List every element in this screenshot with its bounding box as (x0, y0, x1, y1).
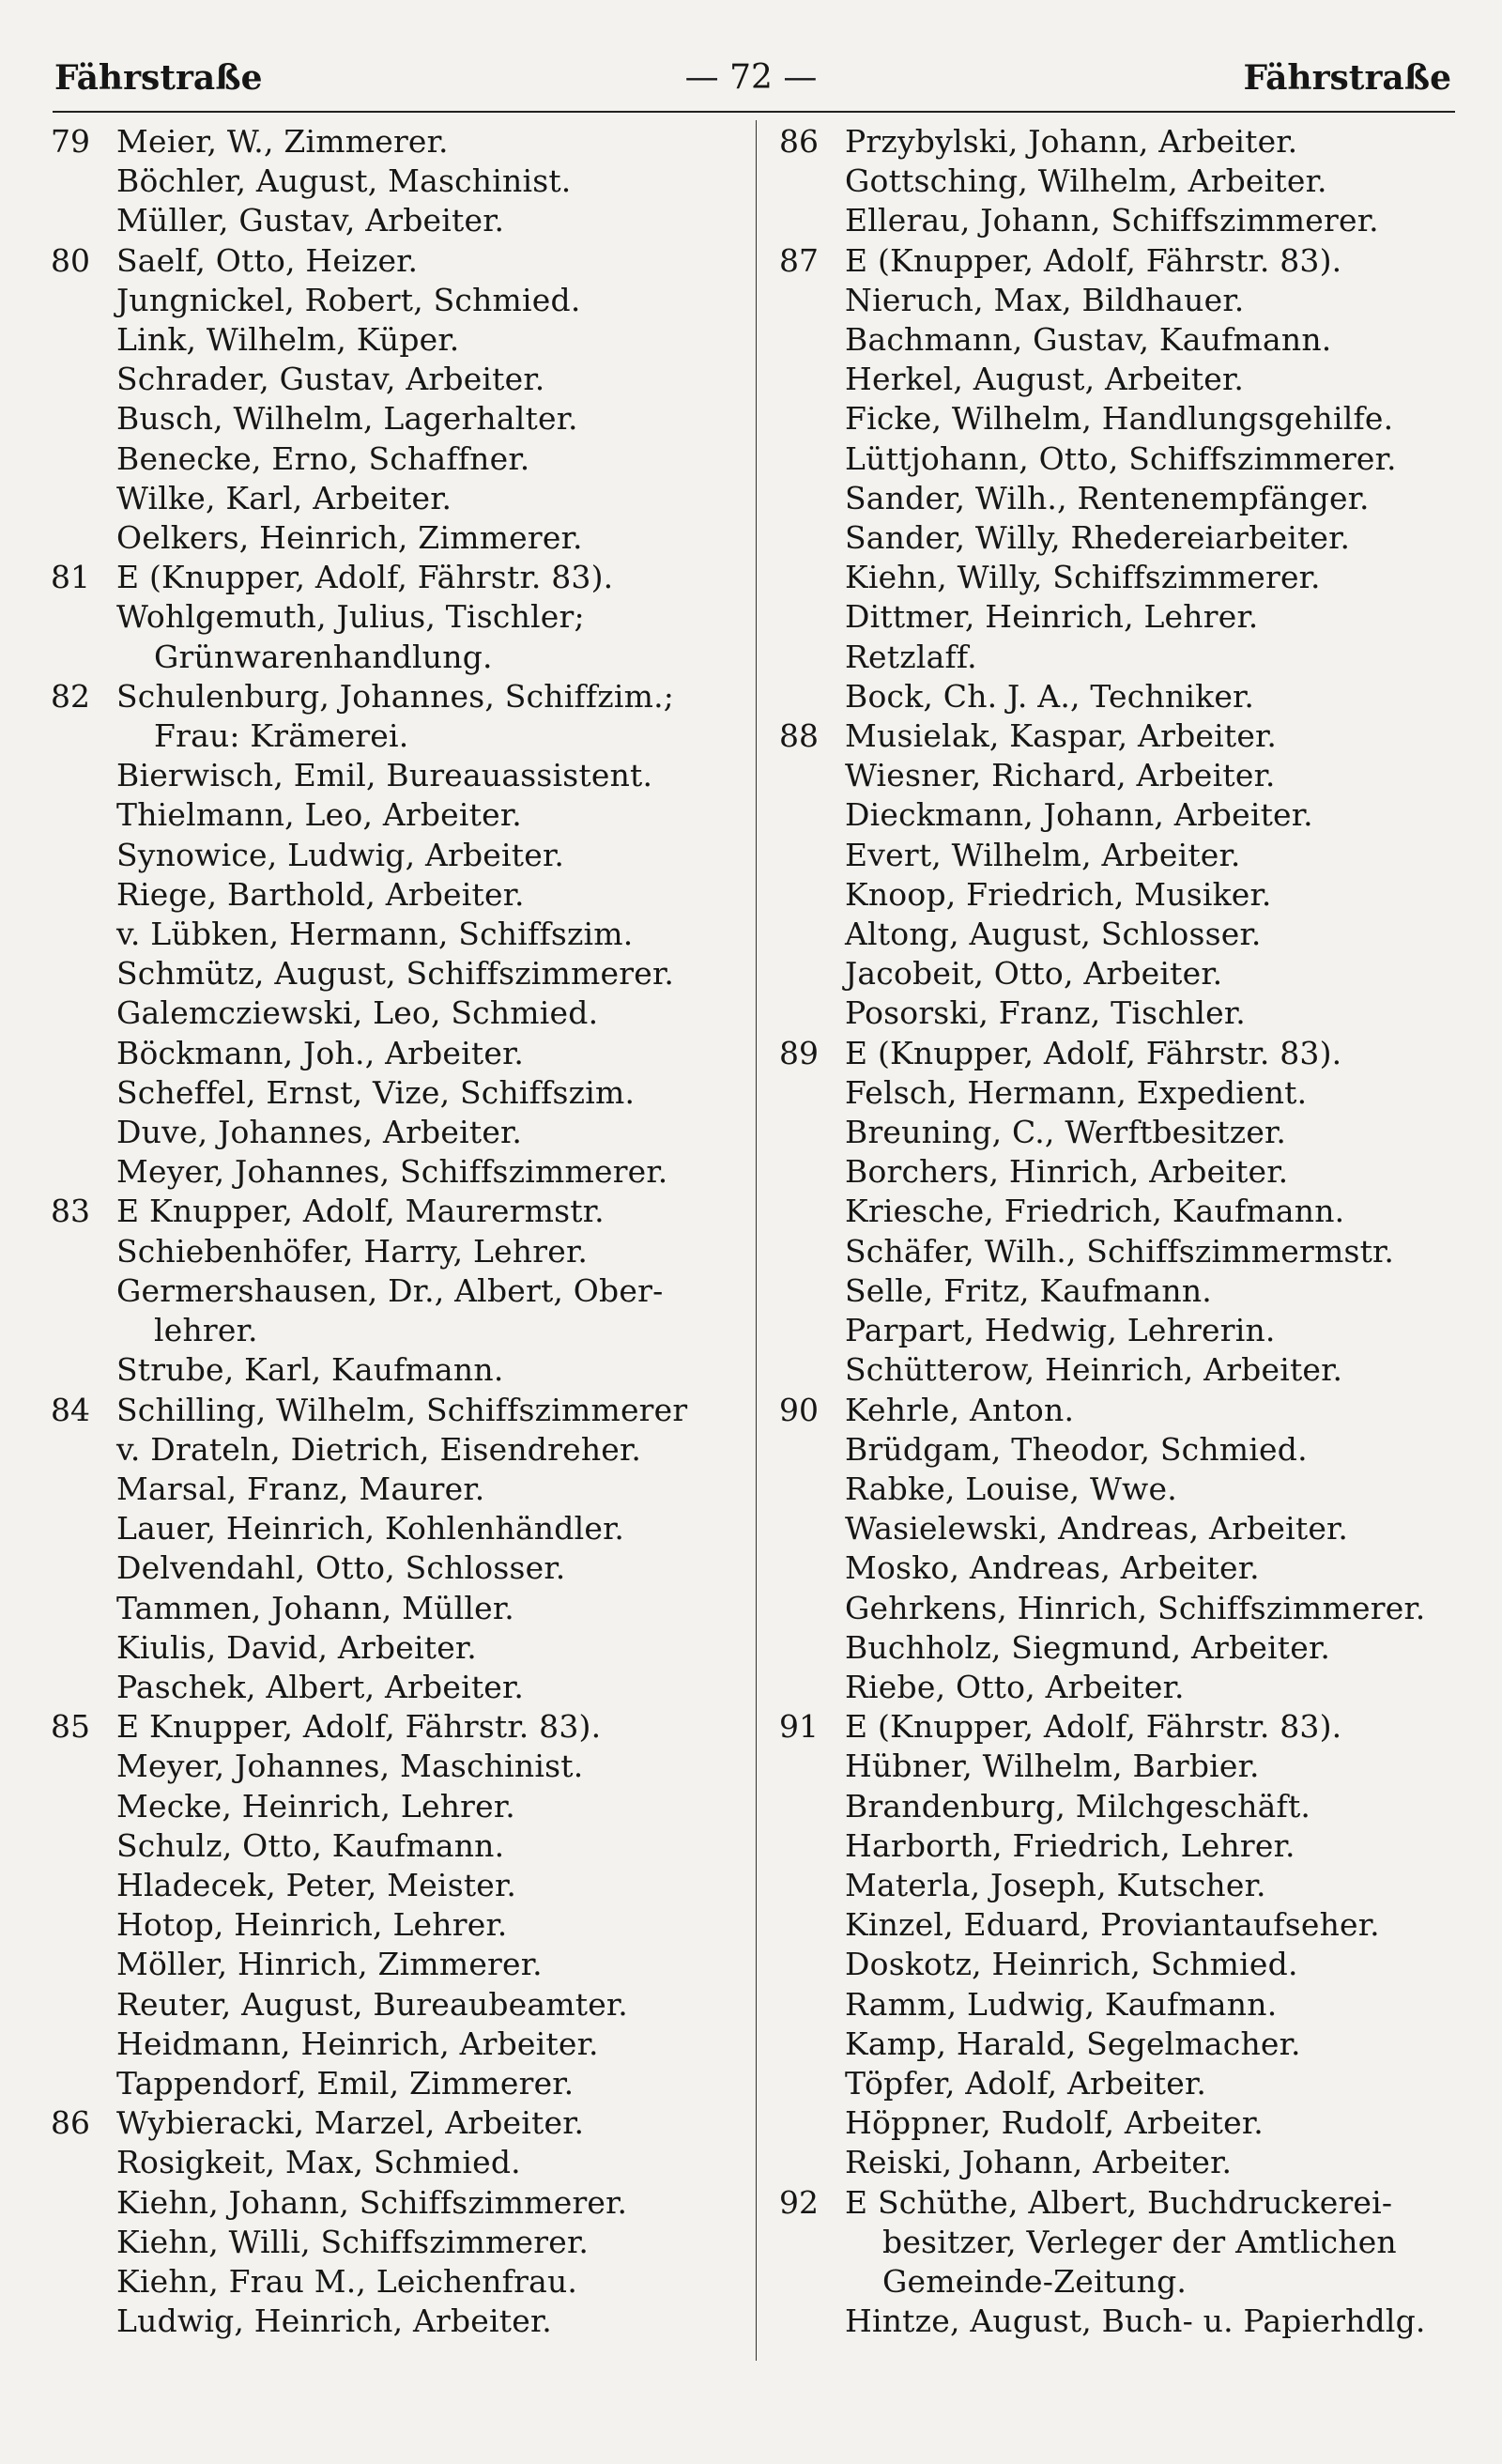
resident-line: Kiehn, Frau M., Leichenfrau. (116, 2262, 578, 2300)
resident-line: Paschek, Albert, Arbeiter. (116, 1668, 525, 1705)
resident-line: Bierwisch, Emil, Bureauassistent. (116, 757, 653, 794)
resident-line: E Knupper, Adolf, Fährstr. 83). (116, 1708, 602, 1746)
resident-line: Kriesche, Friedrich, Kaufmann. (845, 1193, 1345, 1230)
resident-list (116, 1391, 727, 1708)
resident-list (116, 2103, 727, 2341)
resident-line: Scheffel, Ernst, Vize, Schiffszim. (116, 1073, 636, 1111)
resident-line: E (Knupper, Adolf, Fährstr. 83). (845, 241, 1342, 279)
resident-line: Brüdgam, Theodor, Schmied. (845, 1430, 1308, 1468)
resident-line: Rosigkeit, Max, Schmied. (116, 2144, 521, 2181)
resident-line: Böckmann, Joh., Arbeiter. (116, 1034, 525, 1071)
house-entry (51, 122, 727, 241)
resident-list (845, 1034, 1455, 1391)
resident-line: Schulenburg, Johannes, Schiffzim.; (116, 677, 675, 715)
resident-line: Bock, Ch. J. A., Techniker. (845, 677, 1255, 715)
resident-list (845, 1391, 1455, 1708)
resident-line: E (Knupper, Adolf, Fährstr. 83). (845, 1034, 1342, 1071)
house-entry (779, 1707, 1455, 2182)
resident-line: Materla, Joseph, Kutscher. (845, 1866, 1266, 1903)
resident-list (845, 1707, 1455, 2182)
resident-line: Reuter, August, Bureaubeamter. (116, 1985, 628, 2023)
resident-list (845, 716, 1455, 1034)
resident-line: Möller, Hinrich, Zimmerer. (116, 1946, 543, 1983)
left-column (51, 122, 727, 2341)
resident-line: v. Drateln, Dietrich, Eisendreher. (116, 1430, 642, 1468)
resident-line: Sander, Willy, Rhedereiarbeiter. (845, 519, 1351, 557)
house-number: 79 (51, 123, 90, 160)
resident-list (845, 241, 1455, 716)
resident-line: Sander, Wilh., Rentenempfänger. (845, 479, 1370, 516)
resident-line: Lauer, Heinrich, Kohlenhändler. (116, 1510, 625, 1548)
resident-line: Kamp, Harald, Segelmacher. (845, 2025, 1301, 2062)
resident-line: Przybylski, Johann, Arbeiter. (845, 123, 1298, 160)
resident-line: besitzer, Verleger der Amtlichen (882, 2223, 1397, 2260)
house-number: 81 (51, 559, 90, 596)
resident-list (116, 122, 727, 241)
resident-line: Retzlaff. (845, 638, 977, 675)
resident-line: Hladecek, Peter, Meister. (116, 1866, 517, 1903)
resident-line: Meyer, Johannes, Maschinist. (116, 1748, 584, 1785)
resident-line: Gemeinde-Zeitung. (882, 2262, 1188, 2300)
house-entry (779, 1391, 1455, 1708)
resident-line: Parpart, Hedwig, Lehrerin. (845, 1312, 1276, 1349)
house-number: 85 (51, 1708, 90, 1746)
resident-line: Posorski, Franz, Tischler. (845, 994, 1246, 1032)
house-number: 86 (779, 123, 819, 160)
resident-line: Schilling, Wilhelm, Schiffszimmerer (116, 1391, 688, 1428)
resident-line: Wohlgemuth, Julius, Tischler; (116, 598, 585, 636)
resident-line: Schrader, Gustav, Arbeiter. (116, 361, 545, 398)
resident-line: Wilke, Karl, Arbeiter. (116, 479, 452, 516)
resident-line: Jungnickel, Robert, Schmied. (116, 281, 581, 318)
resident-line: Schiebenhöfer, Harry, Lehrer. (116, 1232, 589, 1270)
resident-line: Nieruch, Max, Bildhauer. (845, 281, 1245, 318)
resident-line: Gehrkens, Hinrich, Schiffszimmerer. (845, 1589, 1426, 1626)
resident-line: Dieckmann, Johann, Arbeiter. (845, 796, 1313, 834)
resident-line: Harborth, Friedrich, Lehrer. (845, 1826, 1295, 1864)
resident-line: Saelf, Otto, Heizer. (116, 241, 419, 279)
resident-line: Knoop, Friedrich, Musiker. (845, 875, 1272, 913)
resident-line: Müller, Gustav, Arbeiter. (116, 202, 505, 239)
resident-line: Buchholz, Siegmund, Arbeiter. (845, 1628, 1331, 1666)
resident-line: Grünwarenhandlung. (154, 638, 493, 675)
right-column (779, 122, 1455, 2341)
resident-line: Ramm, Ludwig, Kaufmann. (845, 1985, 1278, 2023)
house-entry (779, 716, 1455, 1034)
header-street-left: Fährstraße (54, 58, 263, 98)
resident-list (845, 2183, 1455, 2342)
resident-line: Benecke, Erno, Schaffner. (116, 439, 530, 477)
resident-line: Delvendahl, Otto, Schlosser. (116, 1549, 566, 1587)
resident-line: Thielmann, Leo, Arbeiter. (116, 796, 522, 834)
resident-line: Gottsching, Wilhelm, Arbeiter. (845, 162, 1327, 200)
house-entry (51, 1391, 727, 1708)
resident-line: Bachmann, Gustav, Kaufmann. (845, 321, 1332, 359)
resident-line: Busch, Wilhelm, Lagerhalter. (116, 400, 578, 438)
resident-list (116, 677, 727, 1193)
resident-line: Link, Wilhelm, Küper. (116, 321, 460, 359)
resident-line: Wybieracki, Marzel, Arbeiter. (116, 2104, 585, 2142)
resident-line: Altong, August, Schlosser. (845, 916, 1262, 953)
resident-line: Breuning, C., Werftbesitzer. (845, 1114, 1287, 1151)
resident-line: Kiehn, Willi, Schiffszimmerer. (116, 2223, 590, 2260)
resident-line: Dittmer, Heinrich, Lehrer. (845, 598, 1259, 636)
resident-line: Kiehn, Willy, Schiffszimmerer. (845, 559, 1321, 596)
resident-line: Kiehn, Johann, Schiffszimmerer. (116, 2183, 628, 2221)
resident-line: Lüttjohann, Otto, Schiffszimmerer. (845, 439, 1397, 477)
house-entry (51, 1707, 727, 2103)
column-divider (756, 120, 757, 2361)
resident-line: E Schüthe, Albert, Buchdruckerei- (845, 2183, 1393, 2221)
house-number: 87 (779, 241, 819, 279)
resident-line: Ellerau, Johann, Schiffszimmerer. (845, 202, 1379, 239)
header-rule (53, 111, 1455, 113)
resident-line: Hintze, August, Buch- u. Papierhdlg. (845, 2302, 1426, 2340)
resident-line: Strube, Karl, Kaufmann. (116, 1351, 504, 1389)
resident-line: Brandenburg, Milchgeschäft. (845, 1787, 1311, 1825)
resident-line: Wiesner, Richard, Arbeiter. (845, 757, 1276, 794)
resident-line: Doskotz, Heinrich, Schmied. (845, 1946, 1298, 1983)
header-street-right: Fährstraße (1243, 58, 1451, 98)
resident-line: Oelkers, Heinrich, Zimmerer. (116, 519, 583, 557)
house-entry (779, 241, 1455, 716)
resident-line: Schütterow, Heinrich, Arbeiter. (845, 1351, 1343, 1389)
resident-line: E (Knupper, Adolf, Fährstr. 83). (845, 1708, 1342, 1746)
page-header (47, 49, 1455, 105)
house-number: 84 (51, 1391, 90, 1428)
resident-line: Musielak, Kaspar, Arbeiter. (845, 717, 1278, 755)
resident-line: Ficke, Wilhelm, Handlungsgehilfe. (845, 400, 1394, 438)
house-entry (51, 1192, 727, 1390)
house-entry (779, 2183, 1455, 2342)
resident-line: Selle, Fritz, Kaufmann. (845, 1271, 1212, 1309)
resident-line: Marsal, Franz, Maurer. (116, 1470, 485, 1507)
resident-line: Rabke, Louise, Wwe. (845, 1470, 1177, 1507)
resident-line: Tammen, Johann, Müller. (116, 1589, 514, 1626)
house-number: 90 (779, 1391, 819, 1428)
resident-line: Schäfer, Wilh., Schiffszimmermstr. (845, 1232, 1395, 1270)
house-number: 82 (51, 677, 90, 715)
resident-line: Borchers, Hinrich, Arbeiter. (845, 1153, 1289, 1191)
resident-line: Heidmann, Heinrich, Arbeiter. (116, 2025, 599, 2062)
resident-line: Evert, Wilhelm, Arbeiter. (845, 836, 1241, 873)
resident-line: Synowice, Ludwig, Arbeiter. (116, 836, 565, 873)
house-entry (51, 241, 727, 559)
resident-list (116, 1707, 727, 2103)
resident-line: Mosko, Andreas, Arbeiter. (845, 1549, 1260, 1587)
house-entry (51, 677, 727, 1193)
house-entry (51, 2103, 727, 2341)
resident-line: Riebe, Otto, Arbeiter. (845, 1668, 1185, 1705)
resident-line: Duve, Johannes, Arbeiter. (116, 1114, 523, 1151)
resident-line: Frau: Krämerei. (154, 717, 409, 755)
resident-line: Riege, Barthold, Arbeiter. (116, 875, 525, 913)
resident-line: v. Lübken, Hermann, Schiffszim. (116, 916, 634, 953)
resident-line: Schmütz, August, Schiffszimmerer. (116, 955, 675, 993)
resident-line: Galemcziewski, Leo, Schmied. (116, 994, 599, 1032)
resident-line: Meier, W., Zimmerer. (116, 123, 449, 160)
resident-line: Töpfer, Adolf, Arbeiter. (845, 2064, 1207, 2102)
resident-line: Böchler, August, Maschinist. (116, 162, 572, 200)
resident-line: Wasielewski, Andreas, Arbeiter. (845, 1510, 1349, 1548)
resident-line: Mecke, Heinrich, Lehrer. (116, 1787, 515, 1825)
resident-line: Hübner, Wilhelm, Barbier. (845, 1748, 1260, 1785)
resident-line: Höppner, Rudolf, Arbeiter. (845, 2104, 1264, 2142)
house-entry (51, 558, 727, 677)
resident-line: Meyer, Johannes, Schiffszimmerer. (116, 1153, 668, 1191)
resident-line: Kehrle, Anton. (845, 1391, 1075, 1428)
resident-line: lehrer. (154, 1312, 258, 1349)
house-entry (779, 1034, 1455, 1391)
house-number: 86 (51, 2104, 90, 2142)
resident-list (116, 241, 727, 559)
house-entry (779, 122, 1455, 241)
resident-line: Herkel, August, Arbeiter. (845, 361, 1245, 398)
house-number: 91 (779, 1708, 819, 1746)
page-number: — 72 — (684, 58, 818, 97)
resident-line: E Knupper, Adolf, Maurermstr. (116, 1193, 605, 1230)
resident-line: E (Knupper, Adolf, Fährstr. 83). (116, 559, 614, 596)
house-number: 88 (779, 717, 819, 755)
resident-line: Ludwig, Heinrich, Arbeiter. (116, 2302, 552, 2340)
house-number: 80 (51, 241, 90, 279)
resident-line: Jacobeit, Otto, Arbeiter. (845, 955, 1223, 993)
house-number: 92 (779, 2183, 819, 2221)
house-number: 83 (51, 1193, 90, 1230)
house-number: 89 (779, 1034, 819, 1071)
resident-line: Schulz, Otto, Kaufmann. (116, 1826, 505, 1864)
resident-line: Germershausen, Dr., Albert, Ober- (116, 1271, 664, 1309)
resident-line: Felsch, Hermann, Expedient. (845, 1073, 1308, 1111)
resident-list (845, 122, 1455, 241)
resident-list (116, 1192, 727, 1390)
resident-line: Kinzel, Eduard, Proviantaufseher. (845, 1906, 1380, 1944)
resident-line: Kiulis, David, Arbeiter. (116, 1628, 477, 1666)
resident-line: Tappendorf, Emil, Zimmerer. (116, 2064, 575, 2102)
resident-line: Reiski, Johann, Arbeiter. (845, 2144, 1233, 2181)
resident-list (116, 558, 727, 677)
resident-line: Hotop, Heinrich, Lehrer. (116, 1906, 508, 1944)
